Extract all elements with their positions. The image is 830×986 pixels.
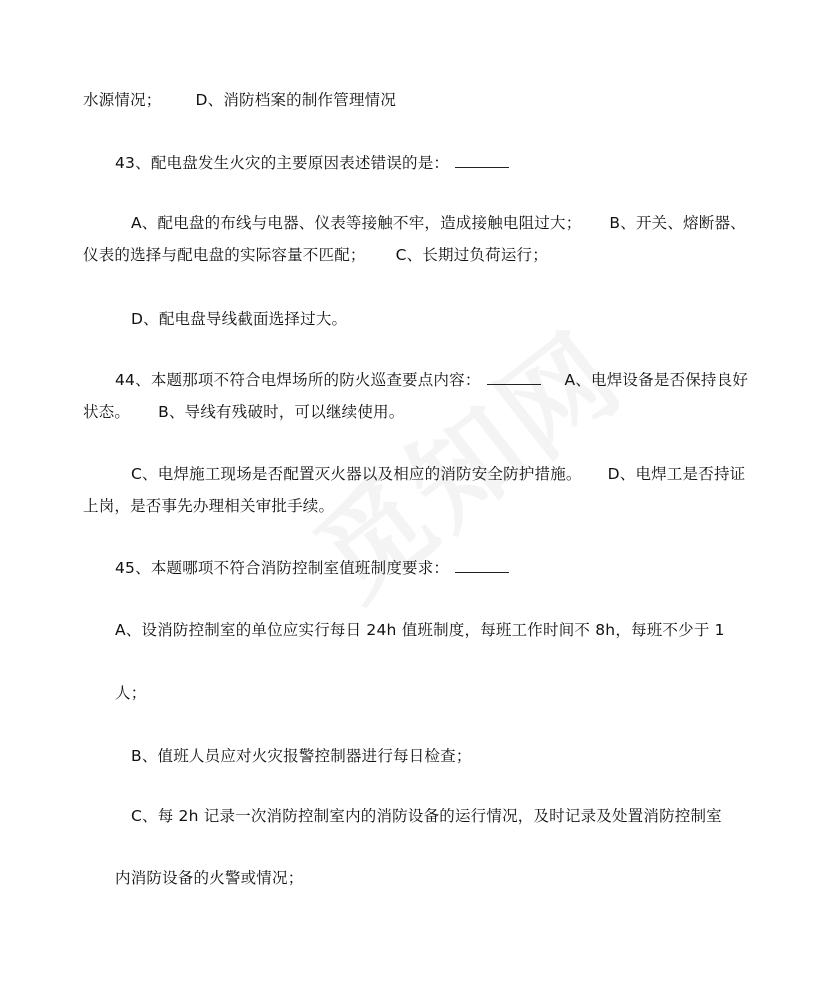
option-d: D、电焊工是否持证	[607, 465, 746, 483]
question-text: 45、本题哪项不符合消防控制室值班制度要求：	[115, 559, 450, 577]
option-a-cont: 人；	[115, 684, 147, 702]
option-c: C、电焊施工现场是否配置灭火器以及相应的消防安全防护措施。	[131, 465, 582, 483]
option-a-cont: 状态。	[83, 403, 131, 421]
option-a: A、配电盘的布线与电器、仪表等接触不牢，造成接触电阻过大；	[131, 214, 582, 232]
text-line	[83, 90, 396, 110]
option-a: A、电焊设备是否保持良好	[564, 371, 749, 389]
answer-blank	[455, 558, 509, 573]
text-line	[131, 464, 745, 484]
question-text: 44、本题那项不符合电焊场所的防火巡查要点内容：	[115, 371, 481, 389]
option-b: B、开关、熔断器、	[609, 214, 746, 232]
text-line	[131, 213, 746, 233]
option-b-cont: 仪表的选择与配电盘的实际容量不匹配；	[83, 246, 366, 264]
option-c: C、长期过负荷运行；	[395, 246, 548, 264]
question-44	[115, 370, 748, 390]
text-line	[83, 402, 404, 422]
option-d-cont: 上岗，是否事先办理相关审批手续。	[83, 497, 335, 515]
option-a: A、设消防控制室的单位应实行每日 24h 值班制度，每班工作时间不 8h，每班不少于 1	[115, 621, 725, 639]
question-45	[115, 558, 509, 578]
option-c: C、每 2h 记录一次消防控制室内的消防设备的运行情况，及时记录及处置消防控制室	[131, 807, 722, 825]
option-c-cont: 内消防设备的火警或情况；	[115, 869, 304, 887]
answer-blank	[455, 153, 509, 168]
text-line	[83, 245, 548, 265]
option-b: B、值班人员应对火灾报警控制器进行每日检查；	[131, 747, 472, 765]
question-43	[115, 153, 509, 173]
text-segment: 水源情况；	[83, 91, 162, 109]
option-d: D、配电盘导线截面选择过大。	[131, 310, 348, 328]
answer-blank	[487, 370, 541, 385]
text-segment: D、消防档案的制作管理情况	[195, 91, 397, 109]
question-text: 43、配电盘发生火灾的主要原因表述错误的是：	[115, 154, 450, 172]
option-b: B、导线有残破时，可以继续使用。	[158, 403, 405, 421]
